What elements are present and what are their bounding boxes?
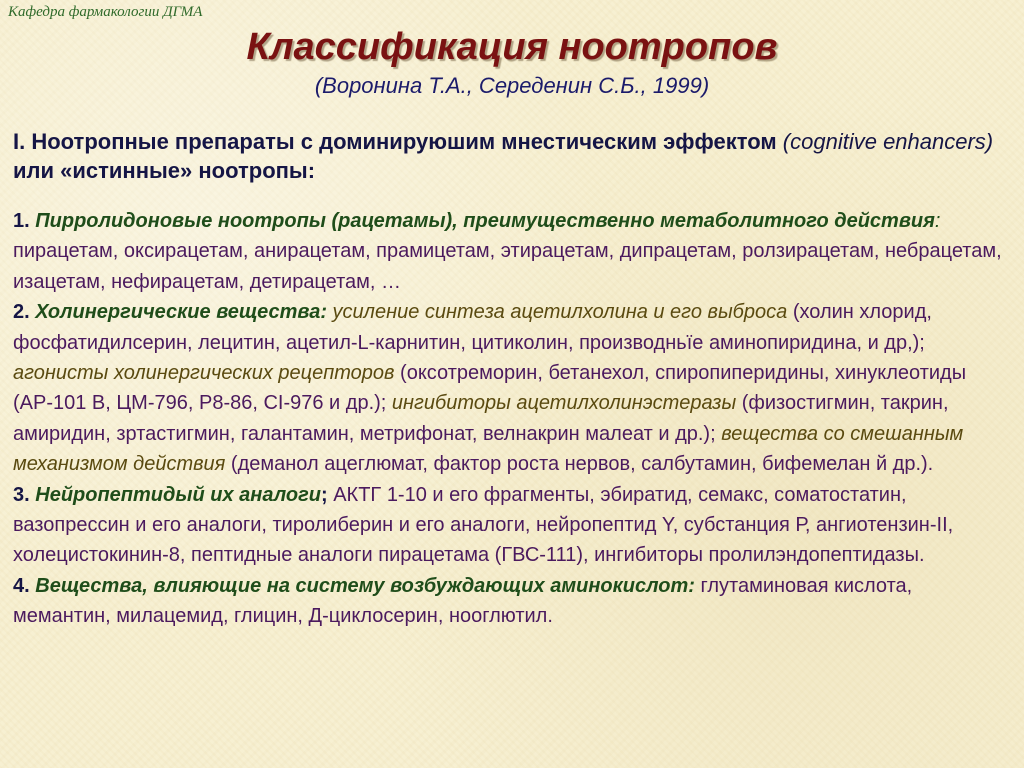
group-3: [13, 480, 1013, 571]
section-heading-end: или «истинные» ноотропы:: [13, 158, 316, 183]
group-2: [13, 297, 1013, 479]
group-4-number: 4.: [13, 574, 36, 597]
group-2-text-3: (физостигмин, такрин, амиридин, зртастигмин, галантамин, метрифонат, велнакрин малеат и др.);: [13, 392, 949, 445]
group-2-subheading-3: ингибиторы ацетилхолинэстеразы: [391, 392, 737, 415]
group-2-text-2: (оксотреморин, бетанехол, спиропиперидины, хинуклеотиды (АР-101 В, ЦМ-796, Р8-86, CI-976 и др.);: [13, 362, 967, 415]
group-2-heading: Холинергические вещества:: [35, 301, 327, 324]
section-heading-english: (cognitive enhancers): [782, 129, 994, 154]
classification-list: [13, 206, 1013, 632]
group-2-subheading-1: усиление синтеза ацетилхолина и его выброса: [326, 301, 788, 324]
group-1-separator: :: [934, 210, 941, 232]
section-heading-main: I. Ноотропные препараты с доминируюшим мнестическим эффектом: [13, 129, 783, 154]
group-4-text: глутаминовая кислота, мемантин, милацемид, глицин, Д-циклосерин, ноoглютил.: [13, 574, 913, 628]
slide-subtitle: (Воронина Т.А., Середенин С.Б., 1999): [314, 73, 710, 98]
department-label: Кафедра фармакологии ДГМА: [8, 4, 203, 20]
group-2-subheading-2: агонисты холинергических рецепторов: [13, 362, 395, 385]
group-4: [13, 571, 1013, 632]
group-3-text: АКТГ 1-10 и его фрагменты, эбиратид, семакс, соматостатин, вазопрессин и его аналоги, тиролиберин и его аналоги, нейропептид Y, субстанция Р, ангиотензин-II, холецистокинин-8, пептидные аналоги пирацетама (ГВС-111), ингибиторы пролилэндопептидазы.: [13, 483, 954, 567]
group-2-number: 2.: [13, 301, 36, 324]
group-3-number: 3.: [13, 483, 36, 506]
group-4-heading: Вещества, влияющие на систему возбуждающих аминокислот:: [35, 574, 695, 597]
group-3-separator: ;: [321, 483, 334, 506]
section-heading: [13, 127, 1013, 185]
group-1: [13, 206, 1013, 297]
group-1-number: 1.: [13, 210, 36, 232]
group-2-subheading-4: вещества со смешанным механизмом действия: [13, 422, 964, 476]
group-2-text-4: (деманол ацеглюмат, фактор роста нервов, салбутамин, бифемелан й др.).: [225, 453, 934, 476]
slide-title: Классификация ноотропов: [246, 26, 778, 68]
group-2-text-1: (холин хлорид, фосфатидилсерин, лецитин, ацетил-L-карнитин, цитиколин, производньїе аминопиридина, и др,);: [13, 301, 932, 354]
group-1-text: пирацетам, оксирацетам, анирацетам, прамицетам, этирацетам, дипрацетам, ролзирацетам, небрацетам, изацетам, нефирацетам, детирацетам, …: [13, 240, 1002, 293]
group-1-heading: Пирролидоновые ноотропы (рацетамы), преимущественно метаболитного действия: [35, 210, 935, 232]
group-3-heading: Нейропептидый их аналоги: [35, 483, 321, 506]
